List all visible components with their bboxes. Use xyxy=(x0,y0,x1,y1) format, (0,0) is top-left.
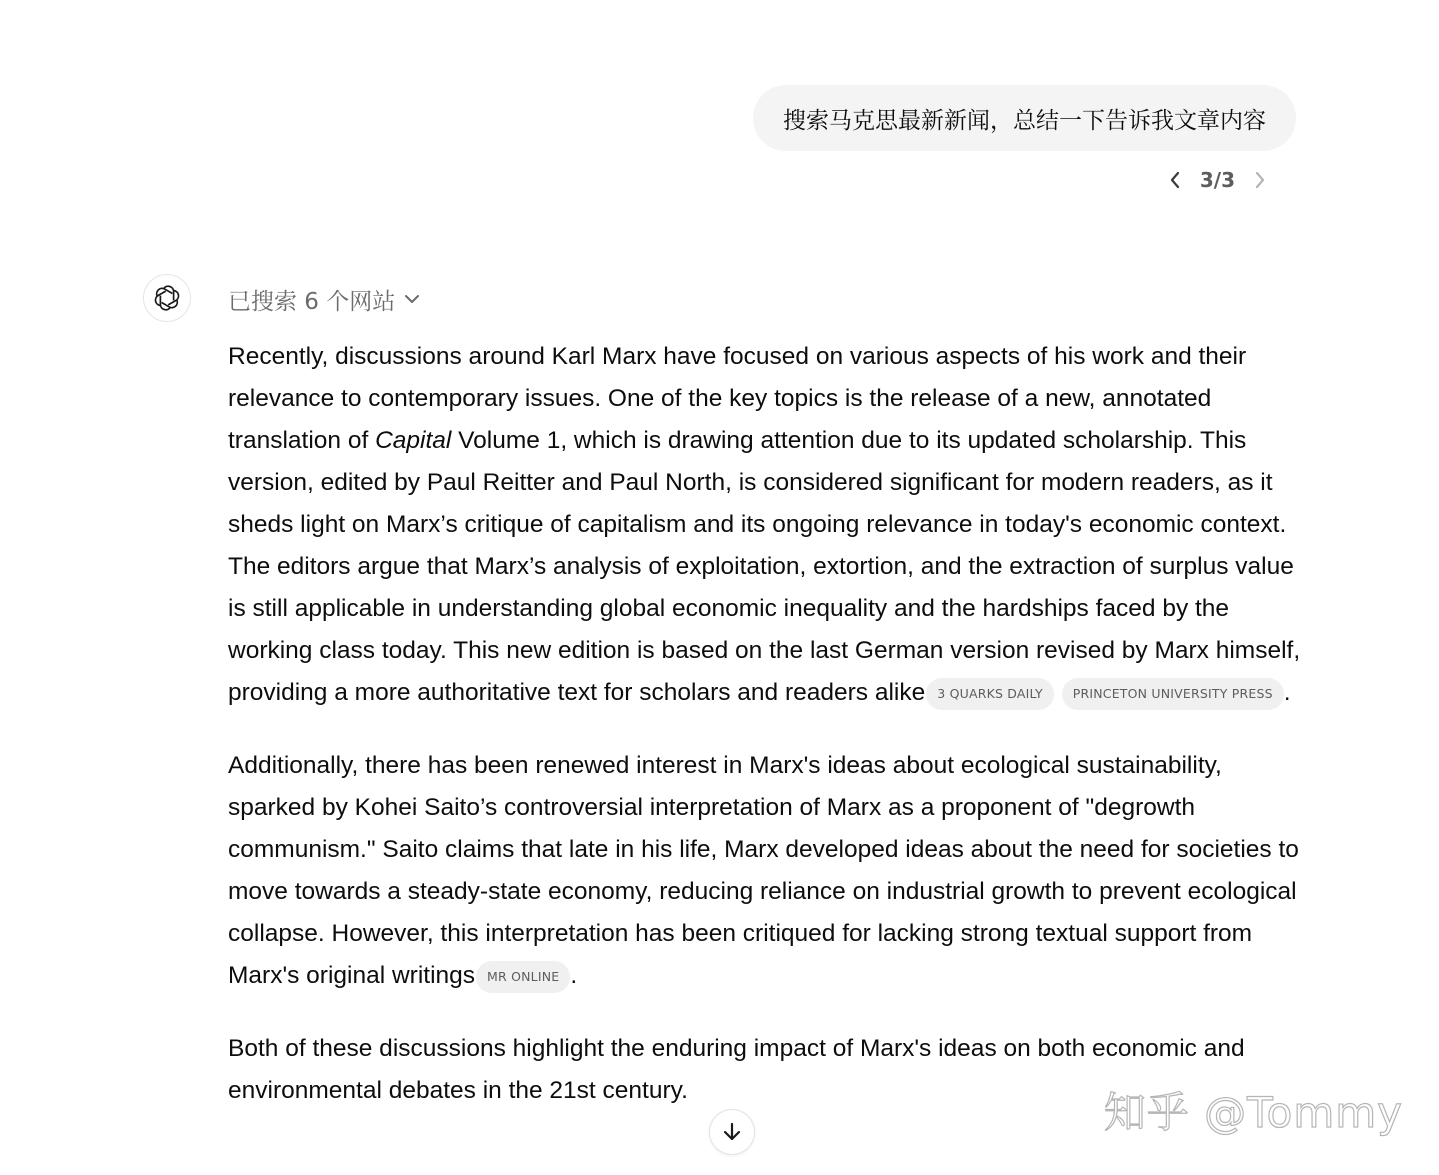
version-counter: 3/3 xyxy=(1199,168,1235,192)
arrow-down-icon xyxy=(721,1121,743,1143)
citation-3-quarks-daily[interactable]: 3 QUARKS DAILY xyxy=(926,678,1054,710)
chevron-down-icon xyxy=(403,290,421,308)
user-message-text: 搜索马克思最新新闻，总结一下告诉我文章内容 xyxy=(783,107,1266,134)
previous-version-button[interactable] xyxy=(1162,163,1188,197)
assistant-avatar xyxy=(143,274,191,322)
search-sources-toggle[interactable] xyxy=(228,280,421,318)
scroll-to-bottom-button[interactable] xyxy=(709,1109,755,1155)
chevron-right-icon xyxy=(1253,170,1267,190)
zhihu-watermark: 知乎 @Tommy xyxy=(1103,1088,1403,1137)
response-paragraph-1: Recently, discussions around Karl Marx have focused on various aspects of his work and their relevance to contemporary issues. One of the key topics is the release of a new, annotated translation of Capital Volume 1, which is drawing attention due to its updated scholarship. This version, edited by Paul Reitter and Paul North, is considered significant for modern readers, as it sheds light on Marx’s critique of capitalism and its ongoing relevance in today's economic context. The editors argue that Marx’s analysis of exploitation, extortion, and the extraction of surplus value is still applicable in understanding global economic inequality and the hardships faced by the working class today. This new edition is based on the last German version revised by Marx himself, providing a more authoritative text for scholars and readers alike 3 QUARKS DAILY PRINCETON UNIVERSITY PRESS . xyxy=(228,336,1308,714)
search-summary-label: 已搜索 6 个网站 xyxy=(228,288,396,315)
chevron-left-icon xyxy=(1168,170,1182,190)
response-paragraph-3: Both of these discussions highlight the enduring impact of Marx's ideas on both economic and environmental debates in the 21st century. xyxy=(228,1035,1245,1104)
user-message-bubble xyxy=(753,85,1296,151)
next-version-button[interactable] xyxy=(1247,163,1273,197)
message-version-pager xyxy=(1162,162,1273,198)
openai-logo-icon xyxy=(153,284,181,312)
citation-mr-online[interactable]: MR ONLINE xyxy=(476,961,570,993)
assistant-response xyxy=(228,336,1308,1143)
citation-princeton-university-press[interactable]: PRINCETON UNIVERSITY PRESS xyxy=(1062,678,1284,710)
book-title: Capital xyxy=(375,427,452,454)
response-paragraph-2: Additionally, there has been renewed interest in Marx's ideas about ecological sustainability, sparked by Kohei Saito’s controversial interpretation of Marx as a proponent of "degrowth communism." Saito claims that late in his life, Marx developed ideas about the need for societies to move towards a steady-state economy, reducing reliance on industrial growth to prevent ecological collapse. However, this interpretation has been critiqued for lacking strong textual support from Marx's original writings MR ONLINE . xyxy=(228,745,1308,997)
